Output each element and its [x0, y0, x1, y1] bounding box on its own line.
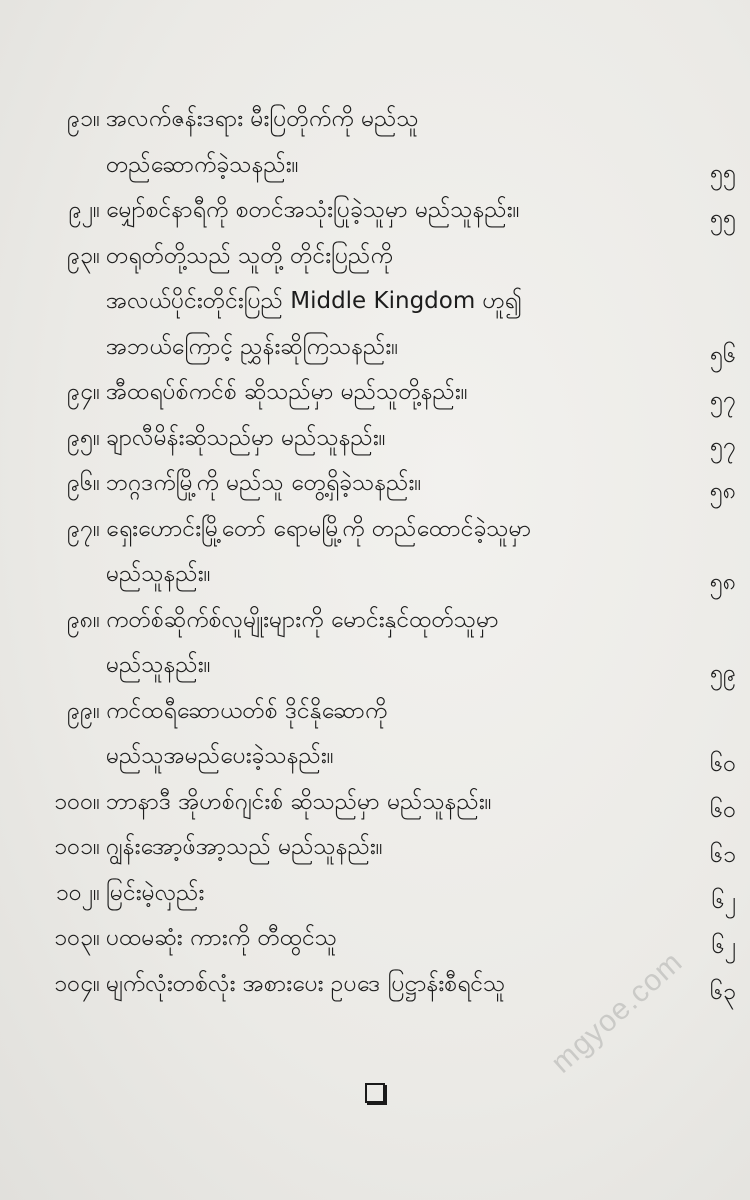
toc-entry-title: အီထရပ်စ်ကင်စ် ဆိုသည်မှာ မည်သူတို့နည်း။	[106, 379, 468, 405]
toc-line	[0, 507, 750, 553]
toc-line	[0, 825, 750, 871]
toc-line	[0, 234, 750, 280]
toc-entry-number: ၉၄။	[67, 379, 100, 405]
toc-page-number: ၆၀	[710, 751, 736, 777]
toc-entry-number: ၉၂။	[68, 197, 100, 223]
toc-line	[0, 416, 750, 462]
toc-page-number: ၅၅	[710, 159, 736, 186]
toc-entry-title: အလက်ဇန်းဒရား မီးပြတိုက်ကို မည်သူ	[106, 106, 419, 132]
toc-entry-title: အဘယ်ကြောင့် ညွှန်းဆိုကြသနည်း။	[106, 333, 399, 360]
toc-entry-title: ကတ်စ်ဆိုက်စ်လူမျိုးများကို မောင်းနှင်ထုတ်သူမှာ	[106, 606, 499, 633]
toc-entry-title: တည်ဆောက်ခဲ့သနည်း။	[106, 151, 299, 178]
toc-line	[0, 370, 750, 416]
toc-entry-number: ၉၇။	[67, 515, 100, 542]
toc-entry-title: ပထမဆုံး ကားကို တီထွင်သူ	[106, 925, 338, 951]
toc-line	[0, 689, 750, 735]
toc-line	[0, 279, 750, 325]
toc-entry-number: ၉၅။	[67, 424, 100, 451]
toc-line	[0, 143, 750, 189]
toc-entry-title: ဘဂ္ဂဒက်မြို့ကို မည်သူ တွေ့ရှိခဲ့သနည်း။	[106, 470, 422, 496]
toc-entry-title: မည်သူနည်း။	[106, 652, 211, 678]
toc-line	[0, 188, 750, 234]
toc-entry-number: ၉၁။	[67, 106, 100, 132]
toc-page-number: ၅၈	[709, 478, 736, 504]
toc-entry-title: ချာလီမိန်းဆိုသည်မှာ မည်သူနည်း။	[106, 424, 386, 451]
toc-entry-number: ၁၀၃။	[54, 925, 100, 951]
toc-page-number: ၆၁	[710, 842, 736, 868]
toc-entry-title: တရုတ်တို့သည် သူတို့ တိုင်းပြည်ကို	[106, 242, 393, 269]
toc-page-number: ၅၉	[710, 660, 736, 686]
toc-entry-number: ၁၀၁။	[54, 834, 100, 860]
toc-page-number: ၆၃	[710, 978, 736, 1005]
toc-line	[0, 734, 750, 780]
toc-line	[0, 598, 750, 644]
toc-page-number: ၆၂	[711, 933, 736, 959]
toc-entry-title: ရှေးဟောင်းမြို့တော် ရောမမြို့ကို တည်ထောင်ခဲ့သူမှာ	[106, 515, 532, 542]
toc-line	[0, 780, 750, 826]
toc-entry-number: ၉၆။	[67, 470, 100, 496]
toc-entry-title: မျက်လုံးတစ်လုံး အစားပေး ဥပဒေ ပြဋ္ဌာန်းစီရင်သူ	[106, 970, 506, 997]
toc-entry-title: အလယ်ပိုင်းတိုင်းပြည် Middle Kingdom ဟူ၍	[106, 288, 523, 314]
toc-entry-title: ဘာနာဒီ အိုဟစ်ဂျင်းစ် ဆိုသည်မှာ မည်သူနည်း။	[106, 788, 492, 815]
toc-page-number: ၅၇	[710, 387, 736, 413]
toc-page-number: ၅၆	[710, 341, 736, 368]
toc-line	[0, 325, 750, 371]
toc-entry-title: မျှော်စင်နာရီကို စတင်အသုံးပြုခဲ့သူမှာ မည်သူနည်း။	[106, 197, 520, 223]
toc-page-number: ၆၂	[711, 887, 736, 914]
toc-entry-title: ကင်ထရီဆောယတ်စ် ဒိုင်နိုဆောကို	[106, 697, 388, 724]
toc-entry-number: ၁၀၀။	[54, 788, 100, 815]
toc-line	[0, 871, 750, 917]
toc-entry-title: မည်သူနည်း။	[106, 561, 211, 587]
toc-line	[0, 552, 750, 598]
toc-page-number: ၅၅	[710, 205, 736, 231]
toc-line	[0, 97, 750, 143]
toc-entry-number: ၉၈။	[66, 606, 100, 633]
toc-entry-title: မည်သူအမည်ပေးခဲ့သနည်း။	[106, 743, 334, 769]
toc-page-number: ၆၀	[710, 796, 736, 823]
toc-entry-number: ၉၉။	[67, 697, 100, 724]
toc-entry-number: ၉၃။	[67, 242, 100, 269]
toc-entry-title: ဂျွန်းအော့ဖ်အာ့သည် မည်သူနည်း။	[106, 834, 383, 860]
toc-page-number: ၅၈	[709, 569, 736, 595]
toc-page-number: ၅၇	[710, 432, 736, 459]
toc-entry-number: ၁၀၂။	[55, 879, 100, 906]
toc-entry-title: မြင်းမဲ့လှည်း	[106, 879, 205, 906]
table-of-contents	[0, 97, 750, 1007]
end-square-icon	[365, 1083, 385, 1103]
toc-line	[0, 643, 750, 689]
watermark: mgyoe.com	[545, 945, 690, 1080]
toc-line	[0, 461, 750, 507]
toc-line	[0, 916, 750, 962]
toc-entry-number: ၁၀၄။	[54, 970, 100, 997]
